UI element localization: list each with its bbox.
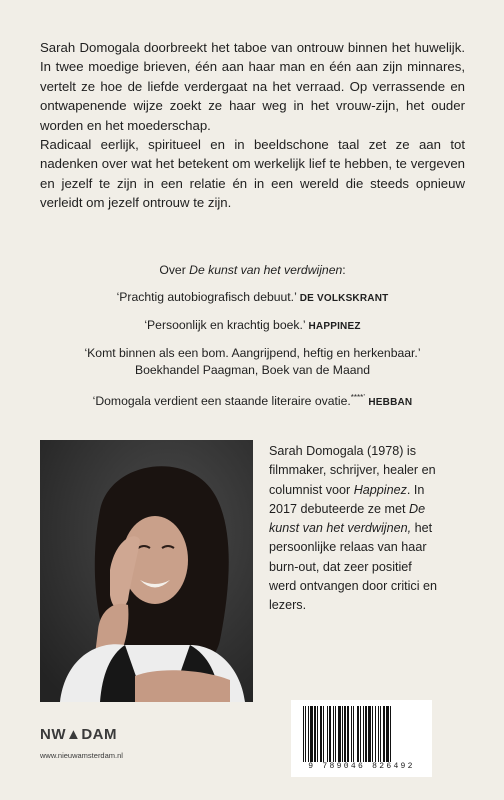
barcode-bar (344, 706, 346, 762)
review-source: Boekhandel Paagman, Boek van de Maand (134, 363, 371, 377)
barcode-bar (303, 706, 304, 762)
magazine-name: Happinez (353, 482, 407, 497)
barcode-bar (386, 706, 389, 762)
barcode-bar (372, 706, 373, 762)
barcode-bar (308, 706, 309, 762)
review-source: HEBBAN (368, 397, 413, 409)
publisher-website: www.nieuwamsterdam.nl (40, 751, 123, 760)
barcode-bar (375, 706, 376, 762)
debut-title: De kunst van het verdwijnen, (269, 501, 426, 536)
barcode-bar (353, 706, 354, 762)
barcode-bar (305, 706, 306, 762)
blurb-paragraph-2: Radicaal eerlijk, spiritueel en in beeldschone taal zet ze aan tot nadenken over wat het betekent om werkelijk lief te hebben, te vergeven en jezelf te zijn in een relatie én in een wereld die steeds opnieuw verleidt om jezelf ontrouw te zijn. (40, 137, 465, 211)
barcode-bar (320, 706, 322, 762)
rating-stars: ****’ (350, 393, 365, 402)
review-quote: ‘Persoonlijk en krachtig boek.’ HAPPINEZ (144, 318, 361, 332)
isbn-barcode (291, 700, 432, 777)
review-quote: ‘Prachtig autobiografisch debuut.’ DE VOLKSKRANT (116, 290, 389, 304)
barcode-bars (291, 706, 432, 766)
barcode-bar (335, 706, 336, 762)
author-photo (40, 440, 253, 702)
barcode-bar (390, 706, 391, 762)
book-blurb (40, 38, 465, 213)
isbn-number: 9 789046 826492 (308, 762, 415, 771)
review-quotes (40, 262, 465, 421)
intro-book-title: De kunst van het verdwijnen (189, 263, 343, 277)
barcode-bar (347, 706, 349, 762)
barcode-bar (365, 706, 367, 762)
barcode-bar (329, 706, 331, 762)
review-source: DE VOLKSKRANT (299, 293, 389, 304)
barcode-bar (380, 706, 381, 762)
barcode-bar (310, 706, 313, 762)
barcode-bar (363, 706, 364, 762)
barcode-bar (368, 706, 371, 762)
barcode-bar (323, 706, 324, 762)
barcode-bar (317, 706, 318, 762)
barcode-bar (360, 706, 361, 762)
quotes-intro: Over De kunst van het verdwijnen: (159, 263, 346, 277)
barcode-bar (351, 706, 352, 762)
publisher-logo: NW▲DAM (40, 726, 117, 743)
barcode-bar (383, 706, 385, 762)
barcode-bar (357, 706, 359, 762)
review-quote: ‘Komt binnen als een bom. Aangrijpend, heftig en herkenbaar.’ Boekhandel Paagman, Boek van de Maand (84, 346, 421, 377)
barcode-bar (378, 706, 379, 762)
barcode-bar (327, 706, 328, 762)
review-source: HAPPINEZ (308, 321, 361, 332)
barcode-bar (333, 706, 334, 762)
review-quote: ‘Domogala verdient een staande literaire ovatie.****’ HEBBAN (92, 393, 413, 409)
author-bio: Sarah Domogala (1978) is filmmaker, schrijver, healer en columnist voor Happinez. In 2017 debuteerde ze met De kunst van het verdwijnen, het persoonlijke relaas van haar burn-out, dat zeer positief werd ontvangen door critici en lezers. (269, 444, 438, 613)
barcode-bar (338, 706, 341, 762)
barcode-bar (342, 706, 343, 762)
barcode-bar (314, 706, 316, 762)
blurb-paragraph-1: Sarah Domogala doorbreekt het taboe van ontrouw binnen het huwelijk. In twee moedige brieven, één aan haar man en één aan zijn minnares, vertelt ze hoe de liefde verdergaat na het verraad. Op verrassende en ontwapenende wijze zoekt ze haar weg in het vrouw-zijn, het ouder worden en het moederschap. (40, 40, 465, 133)
